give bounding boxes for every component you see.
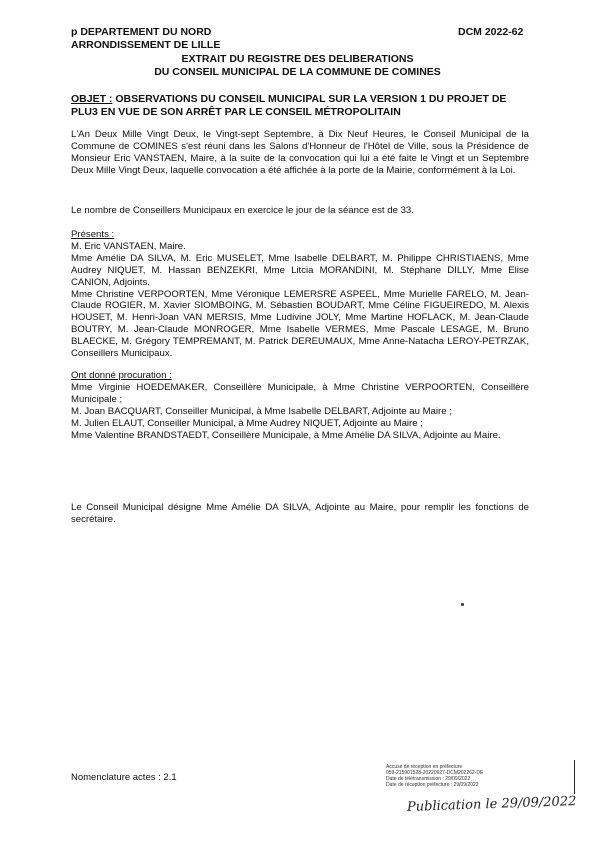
prefecture-stamp bbox=[386, 764, 556, 788]
presents-maire: M. Eric VANSTAEN, Maire. bbox=[71, 240, 186, 252]
presents-adjoints: Mme Amélie DA SILVA, M. Eric MUSELET, Mme Isabelle DELBART, M. Philippe CHRISTIAENS, Mme Audrey NIQUET, M. Hassan BENZEKRI, Mme Litcia MORANDINI, M. Stéphane DILLY, Mme Elise CANION, Adjoints. bbox=[71, 252, 529, 288]
stamp-border-line bbox=[574, 760, 575, 794]
deliberation-reference: DCM 2022-62 bbox=[458, 26, 524, 38]
presents-label: Présents : bbox=[71, 229, 115, 240]
document-title bbox=[0, 53, 595, 79]
presents-section bbox=[71, 229, 529, 360]
title-line-2: DU CONSEIL MUNICIPAL DE LA COMMUNE DE COMINES bbox=[154, 66, 441, 78]
secretaire-paragraph: Le Conseil Municipal désigne Mme Amélie DA SILVA, Adjointe au Maire, pour remplir les fonctions de secrétaire. bbox=[71, 502, 529, 525]
procuration-item: M. Julien ELAUT, Conseiller Municipal, à Mme Audrey NIQUET, Adjointe au Maire ; bbox=[71, 417, 423, 429]
stamp-line-3: Date de télétransmission : 29/09/2022 bbox=[386, 776, 471, 782]
department-header bbox=[71, 26, 220, 52]
objet-text: OBSERVATIONS DU CONSEIL MUNICIPAL SUR LA VERSION 1 DU PROJET DE PLU3 EN VUE DE SON ARRÊT PAR LE CONSEIL MÉTROPOLITAIN bbox=[71, 93, 507, 118]
nomenclature-actes: Nomenclature actes : 2.1 bbox=[71, 772, 177, 783]
arrondissement-name: ARRONDISSEMENT DE LILLE bbox=[71, 39, 221, 51]
procuration-item: Mme Valentine BRANDSTAEDT, Conseillère Municipale, à Mme Amélie DA SILVA, Adjointe au Maire. bbox=[71, 429, 501, 441]
intro-paragraph: L'An Deux Mille Vingt Deux, le Vingt-sept Septembre, à Dix Neuf Heures, le Conseil Municipal de la Commune de COMINES s'est réuni dans les Salons d'Honneur de l'Hôtel de Ville, sous la Présidence de Monsieur Eric VANSTAEN, Maire, à la suite de la convocation qui lui a été faite le Vingt et un Septembre Deux Mille Vingt Deux, laquelle convocation a été affichée à la porte de la Mairie, conformément à la Loi. bbox=[71, 129, 529, 176]
objet-label: OBJET : bbox=[71, 93, 113, 105]
publication-handwritten-note: Publication le 29/09/2022 bbox=[406, 794, 577, 815]
presents-conseillers: Mme Christine VERPOORTEN, Mme Véronique LEMERSRE ASPEEL, Mme Murielle FARELO, M. Jean-Claude ROGIER, M. Xavier SIOMBOING, M. Sébastien BOUDART, Mme Céline FIGUEIREDO, M. Alexis HOUSET, M. Henri-Joan VAN MERSIS, Mme Ludivine JOLY, Mme Martine HOFLACK, M. Jean-Claude BOUTRY, M. Jean-Claude MONROGER, Mme Isabelle VERMES, Mme Pascale LESAGE, M. Bruno BLAECKE, M. Grégory TEMPREMANT, M. Patrick DEREUMAUX, Mme Anne-Natacha LEROY-PETRZAK, Conseillers Municipaux. bbox=[71, 288, 529, 360]
procuration-section bbox=[71, 370, 529, 441]
stamp-line-1: Accusé de réception en préfecture bbox=[386, 764, 463, 770]
title-line-1: EXTRAIT DU REGISTRE DES DELIBERATIONS bbox=[181, 53, 414, 65]
stamp-line-2: 059-215901528-20220927-DCM202262-DE bbox=[386, 770, 484, 776]
procuration-label: Ont donné procuration : bbox=[71, 370, 172, 381]
procuration-item: M. Joan BACQUART, Conseiller Municipal, à Mme Isabelle DELBART, Adjointe au Maire ; bbox=[71, 405, 452, 417]
scan-speck bbox=[461, 603, 464, 606]
department-name: p DEPARTEMENT DU NORD bbox=[71, 26, 212, 38]
nombre-conseillers: Le nombre de Conseillers Municipaux en exercice le jour de la séance est de 33. bbox=[71, 205, 414, 216]
procuration-item: Mme Virginie HOEDEMAKER, Conseillère Municipale, à Mme Christine VERPOORTEN, Conseillère Municipale ; bbox=[71, 381, 529, 405]
objet-block bbox=[71, 93, 531, 119]
stamp-line-4: Date de réception préfecture : 29/09/2022 bbox=[386, 782, 479, 788]
